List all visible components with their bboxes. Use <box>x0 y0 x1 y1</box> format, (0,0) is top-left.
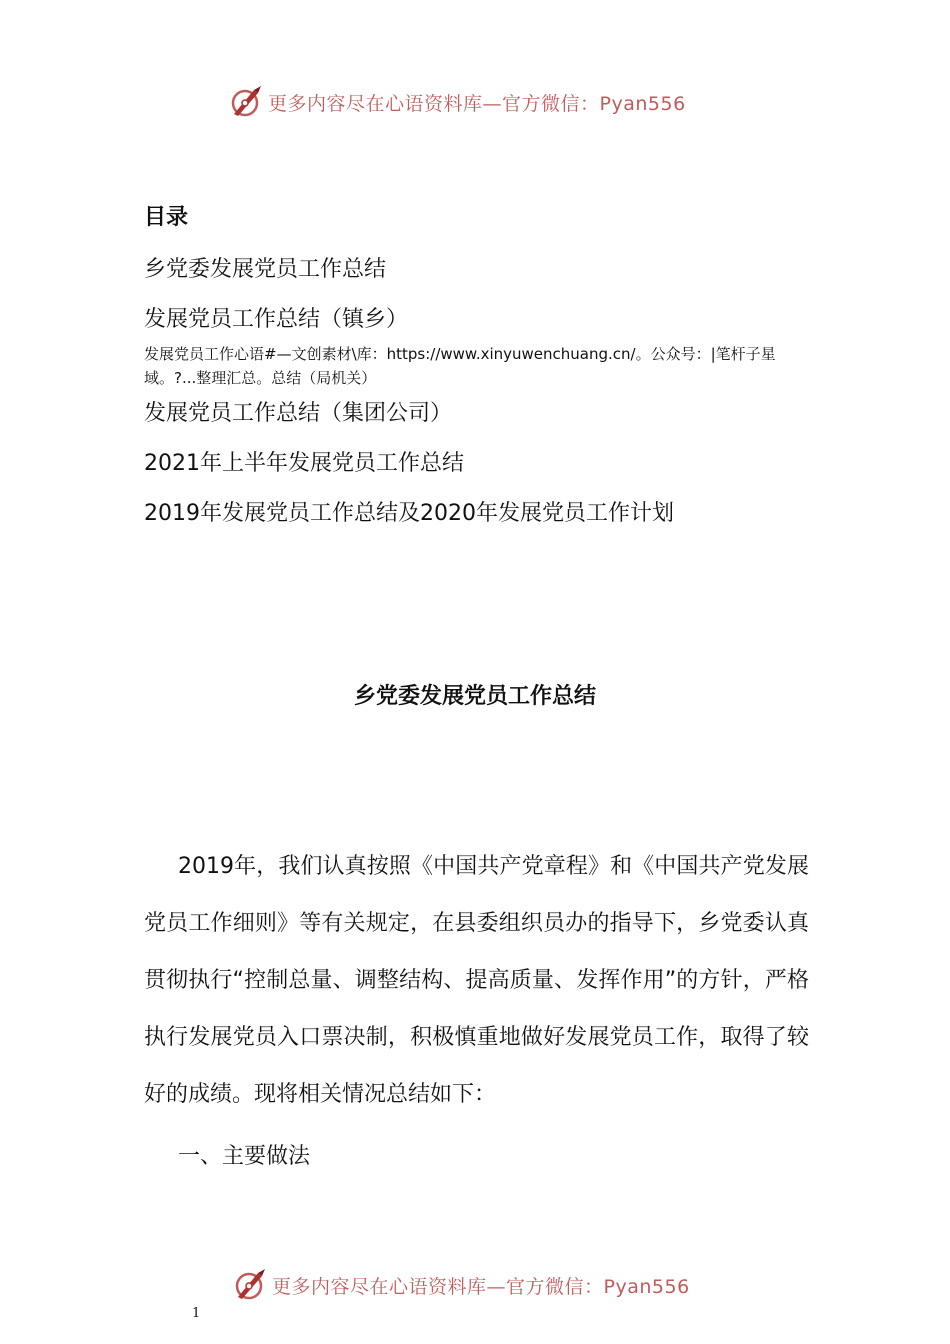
footer-watermark <box>232 1267 690 1303</box>
subheading-main-practices: 一、主要做法 <box>178 1144 311 1169</box>
section-title: 乡党委发展党员工作总结 <box>353 684 596 709</box>
footer-watermark-cn: 更多内容尽在心语资料库—官方微信： <box>272 1275 604 1298</box>
toc-item-1[interactable]: 乡党委发展党员工作总结 <box>144 257 387 282</box>
header-watermark-cn: 更多内容尽在心语资料库—官方微信： <box>268 92 600 115</box>
header-watermark-id: Pyan556 <box>599 92 686 115</box>
header-watermark-text <box>268 89 686 116</box>
quill-pen-logo-icon <box>228 84 264 120</box>
footer-watermark-text <box>272 1272 690 1299</box>
toc-item-4[interactable]: 发展党员工作总结（集团公司） <box>144 401 453 426</box>
toc-item-6[interactable]: 2019年发展党员工作总结及2020年发展党员工作计划 <box>144 501 674 526</box>
toc-heading: 目录 <box>144 205 189 230</box>
toc-item-5[interactable]: 2021年上半年发展党员工作总结 <box>144 451 464 476</box>
footer-watermark-id: Pyan556 <box>603 1275 690 1298</box>
table-of-contents <box>144 204 824 550</box>
body-paragraph: 2019年，我们认真按照《中国共产党章程》和《中国共产党发展党员工作细则》等有关规定，在县委组织员办的指导下，乡党委认真贯彻执行“控制总量、调整结构、提高质量、发挥作用”的方针，严格执行发展党员入口票决制，积极慎重地做好发展党员工作，取得了较好的成绩。现将相关情况总结如下： <box>144 854 809 1107</box>
toc-item-2[interactable]: 发展党员工作总结（镇乡） <box>144 307 409 332</box>
page-number: 1 <box>192 1306 201 1321</box>
quill-pen-logo-icon <box>232 1267 268 1303</box>
toc-item-3[interactable]: 发展党员工作心语#—文创素材\库：https://www.xinyuwenchuang.cn/。公众号：|笔杆子星域。?...整理汇总。总结（局机关） <box>144 345 776 387</box>
header-watermark <box>228 84 686 120</box>
